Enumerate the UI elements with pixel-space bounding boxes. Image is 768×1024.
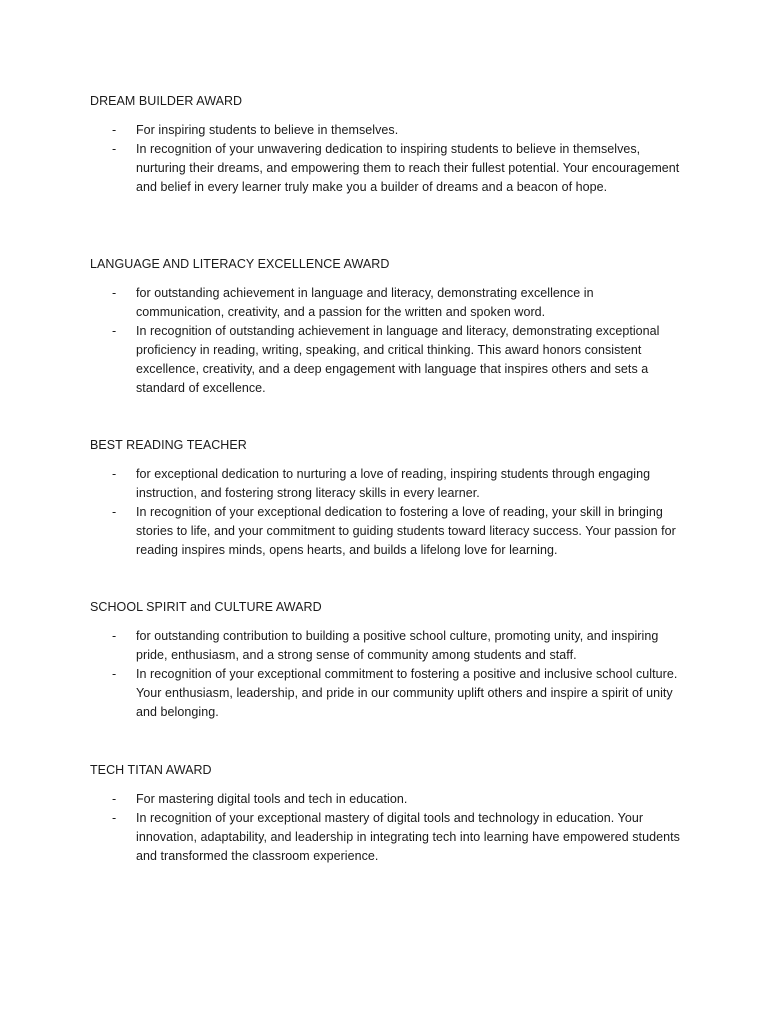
dash-bullet: -	[112, 667, 117, 681]
list-item-text: In recognition of your exceptional mastery of digital tools and technology in education. Your innovation, adaptability, and leadership in integrating tech into learning have empowered students and transformed the classroom experience.	[136, 811, 680, 863]
award-bullet-list	[90, 627, 680, 722]
list-item-text: In recognition of outstanding achievement in language and literacy, demonstrating exceptional proficiency in reading, writing, speaking, and critical thinking. This award honors consistent excellence, creativity, and a deep engagement with language that inspires others and sets a standard of excellence.	[136, 324, 660, 395]
award-section-language-literacy	[90, 255, 680, 398]
list-item	[90, 121, 680, 140]
section-title: TECH TITAN AWARD	[90, 763, 212, 777]
list-item	[90, 627, 680, 665]
list-item	[90, 140, 680, 197]
list-item	[90, 809, 680, 866]
award-section-tech-titan	[90, 761, 680, 866]
dash-bullet: -	[112, 142, 117, 156]
list-item-text: for outstanding achievement in language and literacy, demonstrating excellence in communication, creativity, and a passion for the written and spoken word.	[136, 286, 594, 319]
list-item-text: for exceptional dedication to nurturing a love of reading, inspiring students through engaging instruction, and fostering strong literacy skills in every learner.	[136, 467, 651, 500]
dash-bullet: -	[112, 792, 117, 806]
list-item	[90, 790, 680, 809]
list-item-text: In recognition of your exceptional dedication to fostering a love of reading, your skill in bringing stories to life, and your commitment to guiding students toward literacy success. Your passion for reading inspires minds, opens hearts, and builds a lifelong love for learning.	[136, 505, 676, 557]
dash-bullet: -	[112, 629, 117, 643]
list-item-text: for outstanding contribution to building a positive school culture, promoting unity, and inspiring pride, enthusiasm, and a strong sense of community among students and staff.	[136, 629, 659, 662]
dash-bullet: -	[112, 324, 117, 338]
award-section-school-spirit	[90, 598, 680, 722]
award-bullet-list	[90, 790, 680, 866]
list-item-text: For mastering digital tools and tech in education.	[136, 792, 408, 806]
list-item	[90, 284, 680, 322]
section-title: LANGUAGE AND LITERACY EXCELLENCE AWARD	[90, 257, 390, 271]
list-item-text: In recognition of your exceptional commitment to fostering a positive and inclusive school culture. Your enthusiasm, leadership, and pride in our community uplift others and inspire a spirit of unity and belonging.	[136, 667, 678, 719]
section-title: DREAM BUILDER AWARD	[90, 94, 243, 108]
list-item-text: For inspiring students to believe in themselves.	[136, 123, 399, 137]
list-item	[90, 465, 680, 503]
list-item-text: In recognition of your unwavering dedication to inspiring students to believe in themselves, nurturing their dreams, and empowering them to reach their fullest potential. Your encouragement and belief in every learner truly make you a builder of dreams and a beacon of hope.	[136, 142, 680, 194]
award-section-best-reading-teacher	[90, 436, 680, 560]
dash-bullet: -	[112, 286, 117, 300]
list-item	[90, 322, 680, 398]
list-item	[90, 503, 680, 560]
award-bullet-list	[90, 121, 680, 197]
dash-bullet: -	[112, 811, 117, 825]
award-section-dream-builder	[90, 92, 680, 197]
list-item	[90, 665, 680, 722]
dash-bullet: -	[112, 467, 117, 481]
dash-bullet: -	[112, 123, 117, 137]
award-bullet-list	[90, 465, 680, 560]
dash-bullet: -	[112, 505, 117, 519]
section-title: BEST READING TEACHER	[90, 438, 247, 452]
section-title: SCHOOL SPIRIT and CULTURE AWARD	[90, 600, 322, 614]
award-bullet-list	[90, 284, 680, 398]
